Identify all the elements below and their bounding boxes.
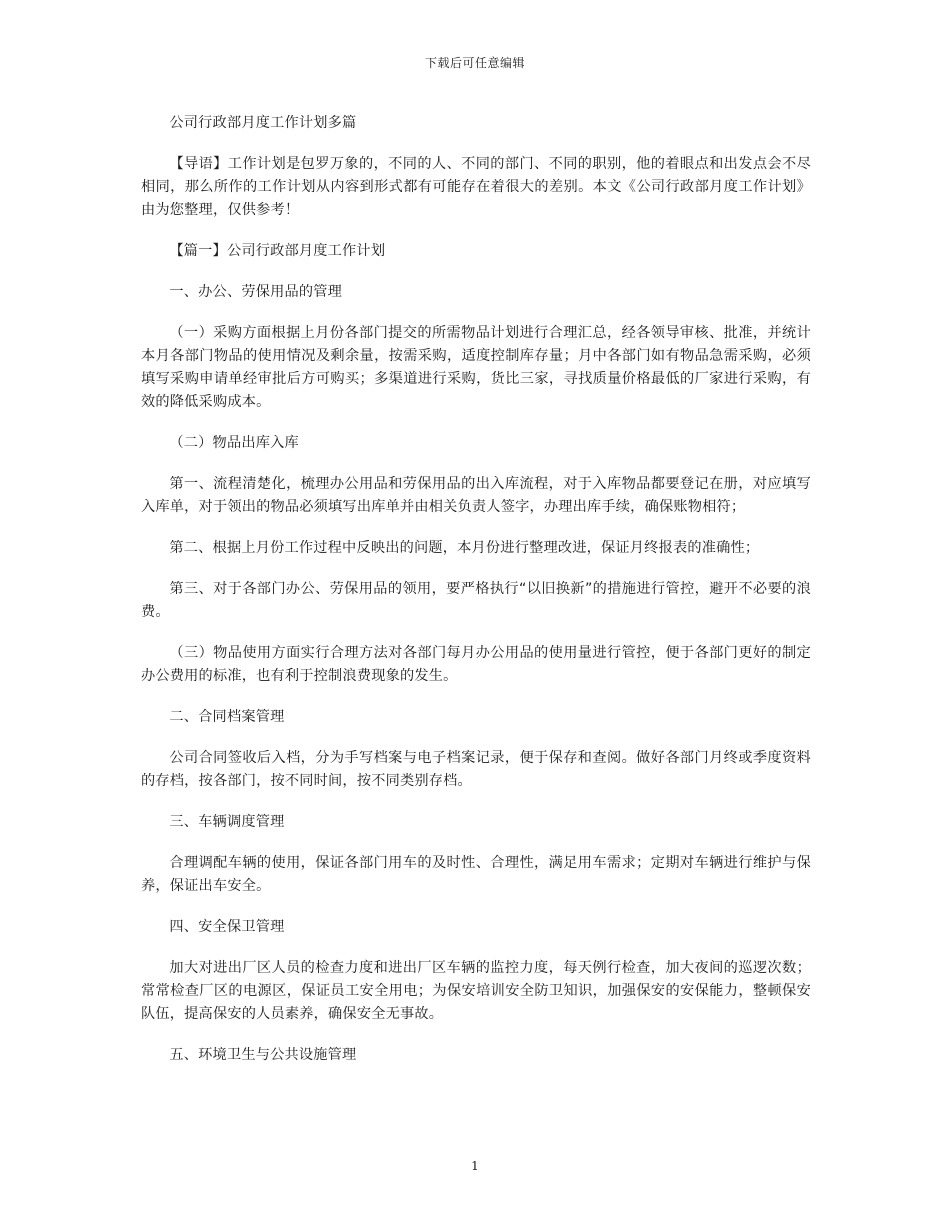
paragraph-improvement: 第二、根据上月份工作过程中反映出的问题，本月份进行整理改进，保证月终报表的准确性； [169,540,760,556]
heading-vehicle-dispatch: 三、车辆调度管理 [169,814,285,830]
paragraph-replacement: 第三、对于各部门办公、劳保用品的领用，要严格执行“以旧换新”的措施进行管控，避开不必要的浪费。 [141,581,811,620]
heading-security: 四、安全保卫管理 [169,919,285,935]
heading-office-supplies: 一、办公、劳保用品的管理 [169,284,343,300]
page-number: 1 [471,1159,479,1173]
paragraph-usage-control: （三）物品使用方面实行合理方法对各部门每月办公用品的使用量进行管控，便于各部门更好的制定办公费用的标准，也有利于控制浪费现象的发生。 [141,645,811,684]
section-heading-part-one: 【篇一】公司行政部月度工作计划 [169,243,386,259]
heading-inventory: （二）物品出库入库 [169,435,299,451]
document-title: 公司行政部月度工作计划多篇 [169,115,357,131]
document-body [141,112,811,1085]
page-header: 下载后可任意编辑 [424,56,525,70]
paragraph-vehicle-dispatch: 合理调配车辆的使用，保证各部门用车的及时性、合理性，满足用车需求；定期对车辆进行维护与保养，保证出车安全。 [141,855,811,894]
paragraph-procurement: （一）采购方面根据上月份各部门提交的所需物品计划进行合理汇总，经各领导审核、批准，并统计本月各部门物品的使用情况及剩余量，按需采购，适度控制库存量；月中各部门如有物品急需采购，必须填写采购申请单经审批后方可购买；多渠道进行采购，货比三家，寻找质量价格最低的厂家进行采购，有效的降低采购成本。 [141,325,811,410]
heading-contract-archive: 二、合同档案管理 [169,709,285,725]
heading-environment: 五、环境卫生与公共设施管理 [169,1047,357,1063]
intro-paragraph: 【导语】工作计划是包罗万象的，不同的人、不同的部门、不同的职别，他的着眼点和出发点会不尽相同，那么所作的工作计划从内容到形式都有可能存在着很大的差别。本文《公司行政部月度工作计划》由为您整理，仅供参考！ [141,156,811,218]
paragraph-process: 第一、流程清楚化，梳理办公用品和劳保用品的出入库流程，对于入库物品都要登记在册，对应填写入库单，对于领出的物品必须填写出库单并由相关负责人签字，办理出库手续，确保账物相符； [141,476,811,515]
paragraph-contract-archive: 公司合同签收后入档，分为手写档案与电子档案记录，便于保存和查阅。做好各部门月终或季度资料的存档，按各部门，按不同时间，按不同类别存档。 [141,750,811,789]
paragraph-security: 加大对进出厂区人员的检查力度和进出厂区车辆的监控力度，每天例行检查，加大夜间的巡逻次数；常常检查厂区的电源区，保证员工安全用电；为保安培训安全防卫知识，加强保安的安保能力，整顿保安队伍，提高保安的人员素养，确保安全无事故。 [141,960,811,1022]
